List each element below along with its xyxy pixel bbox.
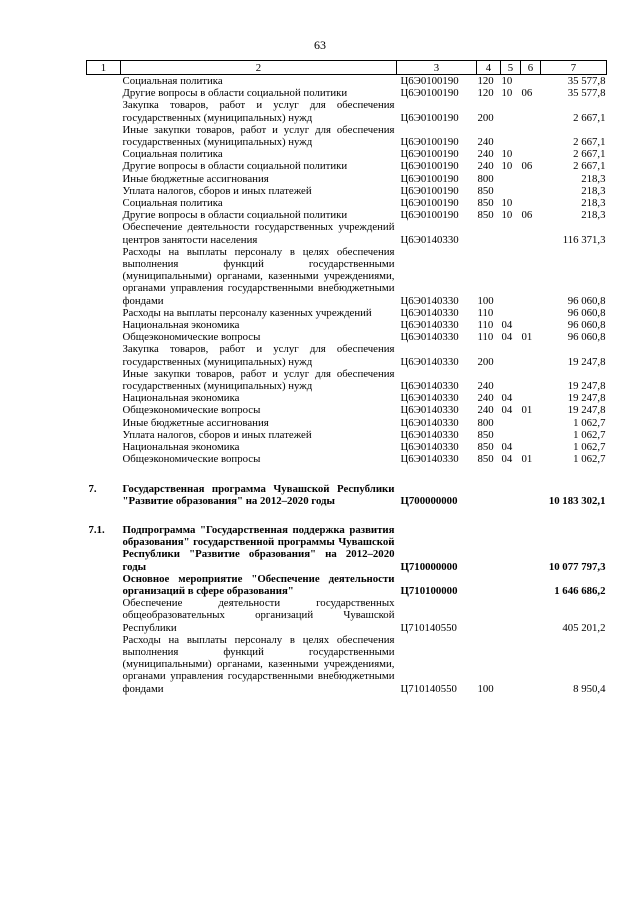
row-name: Национальная экономика [122, 441, 240, 454]
row-expense-type [477, 597, 501, 634]
row-amount: 2 667,1 [573, 111, 606, 124]
row-name: Уплата налогов, сборов и иных платежей [122, 428, 312, 441]
row-section [501, 573, 521, 597]
row-amount: 96 060,8 [567, 319, 606, 332]
row-number [87, 185, 121, 197]
row-target-code: Ц6Э0100190 [400, 197, 459, 210]
row-amount: 96 060,8 [567, 331, 606, 344]
row-target-code: Ц6Э0140330 [400, 355, 459, 368]
table-row [87, 307, 607, 319]
row-target-code: Ц710140550 [400, 682, 457, 695]
table-row [87, 368, 607, 392]
spacer-cell [87, 466, 607, 483]
row-number [87, 99, 121, 123]
row-amount: 218,3 [581, 209, 606, 222]
row-name: Уплата налогов, сборов и иных платежей [122, 184, 312, 197]
row-target-code: Ц6Э0140330 [400, 404, 459, 417]
row-target-code: Ц6Э0100190 [400, 184, 459, 197]
header-row [87, 61, 607, 75]
row-expense-type: 240 [477, 136, 494, 149]
row-name: Другие вопросы в области социальной политики [122, 209, 348, 222]
row-number [87, 597, 121, 634]
row-target-code: Ц6Э0100190 [400, 172, 459, 185]
row-expense-type: 110 [477, 331, 494, 344]
table-row [87, 87, 607, 99]
row-subsection [521, 441, 541, 453]
row-section: 10 [501, 197, 513, 210]
row-amount: 218,3 [581, 197, 606, 210]
row-expense-type [477, 483, 501, 507]
row-number [87, 173, 121, 185]
row-section: 10 [501, 75, 513, 87]
row-amount: 1 062,7 [573, 441, 606, 454]
row-subsection [521, 99, 541, 123]
row-section: 04 [501, 404, 513, 417]
row-target-code: Ц710000000 [400, 560, 458, 573]
row-number [87, 87, 121, 99]
row-subsection [521, 634, 541, 695]
table-row [87, 221, 607, 245]
row-section [501, 173, 521, 185]
row-target-code: Ц6Э0140330 [400, 416, 459, 429]
table-row [87, 453, 607, 465]
row-expense-type: 240 [477, 380, 494, 393]
row-expense-type: 100 [477, 682, 494, 695]
table-row [87, 343, 607, 367]
row-name: Социальная политика [122, 75, 223, 87]
row-amount: 1 062,7 [573, 453, 606, 466]
row-name: Подпрограмма "Государственная поддержка развития образования" государственной программы Чувашской Республики "Развитие образования" на 2012–2020 годы [122, 523, 395, 573]
row-section [501, 124, 521, 148]
table-body [87, 75, 607, 695]
row-expense-type: 240 [477, 160, 494, 173]
row-section: 04 [501, 331, 513, 344]
row-subsection [521, 368, 541, 392]
row-target-code: Ц6Э0100190 [400, 209, 459, 222]
row-amount: 19 247,8 [567, 355, 606, 368]
row-target-code: Ц710100000 [400, 584, 458, 597]
row-section [501, 524, 521, 573]
row-subsection [521, 185, 541, 197]
row-number [87, 441, 121, 453]
row-amount: 116 371,3 [562, 233, 606, 246]
row-section: 04 [501, 392, 513, 405]
header-col-6: 6 [521, 61, 541, 75]
row-target-code: Ц6Э0100190 [400, 87, 459, 100]
row-name: Другие вопросы в области социальной политики [122, 87, 348, 100]
row-expense-type: 850 [477, 184, 494, 197]
row-subsection [521, 124, 541, 148]
row-name: Расходы на выплаты персоналу в целях обеспечения выполнения функций государственными (муниципальными) органами, казенными учреждениями, органами управления государственными внебюджетными фондами [122, 633, 395, 695]
header-col-2: 2 [121, 61, 397, 75]
row-subsection: 01 [521, 404, 533, 417]
page-number: 63 [314, 38, 326, 52]
row-amount: 218,3 [581, 172, 606, 185]
row-number [87, 417, 121, 429]
header-col-1: 1 [87, 61, 121, 75]
row-expense-type: 800 [477, 172, 494, 185]
header-col-4: 4 [477, 61, 501, 75]
row-number: 7. [88, 482, 97, 495]
row-target-code: Ц700000000 [400, 494, 458, 507]
row-expense-type [477, 221, 501, 245]
row-section: 04 [501, 319, 513, 332]
row-amount: 405 201,2 [562, 621, 606, 634]
row-number [87, 197, 121, 209]
row-name: Государственная программа Чувашской Республики "Развитие образования" на 2012–2020 годы [122, 482, 395, 507]
row-expense-type: 120 [477, 75, 494, 87]
table-row [87, 417, 607, 429]
row-section [501, 417, 521, 429]
table-row [87, 148, 607, 160]
row-subsection [521, 524, 541, 573]
row-amount: 19 247,8 [567, 380, 606, 393]
row-target-code: Ц6Э0140330 [400, 392, 459, 405]
row-subsection: 06 [521, 160, 533, 173]
row-number [87, 246, 121, 307]
table-row [87, 392, 607, 404]
row-name: Общеэкономические вопросы [122, 453, 261, 466]
row-expense-type: 100 [477, 294, 494, 307]
row-amount: 1 062,7 [573, 416, 606, 429]
row-number [87, 160, 121, 172]
row-number [87, 453, 121, 465]
row-target-code: Ц6Э0100190 [400, 148, 459, 161]
row-amount: 19 247,8 [567, 392, 606, 405]
row-name: Основное мероприятие "Обеспечение деятельности организаций в сфере образования" [122, 572, 395, 597]
row-amount: 2 667,1 [573, 148, 606, 161]
row-name: Социальная политика [122, 197, 223, 210]
row-subsection [521, 197, 541, 209]
row-section [501, 429, 521, 441]
row-section [501, 597, 521, 634]
row-name: Закупка товаров, работ и услуг для обеспечения государственных (муниципальных) нужд [122, 99, 395, 124]
row-subsection [521, 429, 541, 441]
row-expense-type: 850 [477, 197, 494, 210]
header-col-7: 7 [541, 61, 607, 75]
row-name: Другие вопросы в области социальной политики [122, 160, 348, 173]
row-expense-type: 120 [477, 87, 494, 100]
row-section: 10 [501, 209, 513, 222]
table-row [87, 404, 607, 416]
table-header [87, 61, 607, 75]
row-name: Социальная политика [122, 148, 223, 161]
row-number [87, 404, 121, 416]
row-section: 04 [501, 441, 513, 454]
row-target-code: Ц6Э0140330 [400, 331, 459, 344]
row-name: Обеспечение деятельности государственных общеобразовательных организаций Чувашской Республики [122, 597, 395, 634]
row-section [501, 343, 521, 367]
row-expense-type: 240 [477, 404, 494, 417]
row-amount: 10 183 302,1 [548, 494, 606, 507]
row-amount: 35 577,8 [567, 75, 606, 87]
row-number [87, 331, 121, 343]
row-target-code: Ц6Э0140330 [400, 233, 459, 246]
row-target-code: Ц6Э0140330 [400, 380, 459, 393]
row-subsection [521, 221, 541, 245]
table-row [87, 246, 607, 307]
row-amount: 2 667,1 [573, 136, 606, 149]
row-section [501, 185, 521, 197]
row-number: 7.1. [88, 523, 105, 536]
spacer-cell [87, 507, 607, 524]
row-amount: 2 667,1 [573, 160, 606, 173]
row-name: Расходы на выплаты персоналу казенных учреждений [122, 306, 372, 319]
row-number [87, 148, 121, 160]
row-target-code: Ц710140550 [400, 621, 457, 634]
row-target-code: Ц6Э0140330 [400, 453, 459, 466]
row-number [87, 209, 121, 221]
row-subsection [521, 573, 541, 597]
row-expense-type: 110 [477, 306, 494, 319]
table-row [87, 99, 607, 123]
row-section: 10 [501, 148, 513, 161]
row-subsection [521, 319, 541, 331]
row-section: 10 [501, 87, 513, 100]
row-subsection [521, 148, 541, 160]
row-amount: 19 247,8 [567, 404, 606, 417]
row-number [87, 307, 121, 319]
table-row [87, 634, 607, 695]
row-amount: 96 060,8 [567, 294, 606, 307]
row-name: Общеэкономические вопросы [122, 331, 261, 344]
row-number [87, 429, 121, 441]
row-amount: 8 950,4 [573, 682, 606, 695]
table-row [87, 597, 607, 634]
row-section [501, 483, 521, 507]
row-subsection [521, 75, 541, 88]
table-row [87, 75, 607, 88]
spacer-row [87, 466, 607, 483]
row-number [87, 75, 121, 88]
row-subsection [521, 343, 541, 367]
row-section [501, 307, 521, 319]
header-col-3: 3 [397, 61, 477, 75]
row-name: Национальная экономика [122, 319, 240, 332]
row-expense-type: 850 [477, 428, 494, 441]
row-expense-type: 200 [477, 111, 494, 124]
row-name: Иные закупки товаров, работ и услуг для обеспечения государственных (муниципальных) нужд [122, 123, 395, 149]
row-target-code: Ц6Э0100190 [400, 160, 459, 173]
table-row [87, 173, 607, 185]
row-name: Национальная экономика [122, 392, 240, 405]
row-number [87, 319, 121, 331]
row-subsection [521, 246, 541, 307]
row-subsection [521, 173, 541, 185]
row-section [501, 99, 521, 123]
row-target-code: Ц6Э0140330 [400, 441, 459, 454]
row-number [87, 392, 121, 404]
row-target-code: Ц6Э0140330 [400, 319, 459, 332]
row-name: Иные бюджетные ассигнования [122, 416, 269, 429]
spacer-row [87, 507, 607, 524]
row-expense-type: 110 [477, 319, 494, 332]
row-amount: 35 577,8 [567, 87, 606, 100]
table-row [87, 573, 607, 597]
table-row [87, 524, 607, 573]
row-subsection [521, 483, 541, 507]
row-amount: 1 646 686,2 [554, 584, 606, 597]
row-number [87, 634, 121, 695]
row-target-code: Ц6Э0140330 [400, 294, 459, 307]
row-number [87, 124, 121, 148]
row-target-code: Ц6Э0100190 [400, 111, 459, 124]
row-expense-type: 850 [477, 453, 494, 466]
row-expense-type [477, 524, 501, 573]
row-name: Расходы на выплаты персоналу в целях обеспечения выполнения функций государственными (муниципальными) органами, казенными учреждениями, органами управления государственными внебюджетными фондами [122, 245, 395, 307]
row-expense-type: 850 [477, 209, 494, 222]
row-name: Иные бюджетные ассигнования [122, 172, 269, 185]
row-number [87, 368, 121, 392]
row-name: Иные закупки товаров, работ и услуг для обеспечения государственных (муниципальных) нужд [122, 367, 395, 393]
row-expense-type: 200 [477, 355, 494, 368]
row-subsection: 01 [521, 453, 533, 466]
row-subsection: 01 [521, 331, 533, 344]
table-row [87, 197, 607, 209]
row-section: 10 [501, 160, 513, 173]
row-name: Общеэкономические вопросы [122, 404, 261, 417]
row-amount: 1 062,7 [573, 428, 606, 441]
row-name: Закупка товаров, работ и услуг для обеспечения государственных (муниципальных) нужд [122, 343, 395, 368]
table-row [87, 441, 607, 453]
row-subsection [521, 597, 541, 634]
table-row [87, 124, 607, 148]
row-expense-type: 800 [477, 416, 494, 429]
row-amount: 96 060,8 [567, 306, 606, 319]
row-section [501, 634, 521, 695]
budget-table [86, 60, 607, 695]
row-amount: 218,3 [581, 184, 606, 197]
row-subsection: 06 [521, 87, 533, 100]
row-section [501, 368, 521, 392]
row-subsection [521, 392, 541, 404]
table-row [87, 160, 607, 172]
header-col-5: 5 [501, 61, 521, 75]
table-row [87, 331, 607, 343]
table-row [87, 209, 607, 221]
row-subsection [521, 417, 541, 429]
row-section [501, 246, 521, 307]
row-expense-type [477, 573, 501, 597]
row-number [87, 221, 121, 245]
row-expense-type: 240 [477, 392, 494, 405]
table-row [87, 429, 607, 441]
row-subsection: 06 [521, 209, 533, 222]
table-row [87, 483, 607, 507]
row-target-code: Ц6Э0140330 [400, 306, 459, 319]
row-section [501, 221, 521, 245]
row-amount: 10 077 797,3 [548, 560, 606, 573]
row-subsection [521, 307, 541, 319]
row-target-code: Ц6Э0100190 [400, 136, 459, 149]
row-name: Обеспечение деятельности государственных учреждений центров занятости населения [122, 221, 395, 246]
table-row [87, 185, 607, 197]
row-target-code: Ц6Э0100190 [400, 75, 459, 87]
table-row [87, 319, 607, 331]
row-section: 04 [501, 453, 513, 466]
row-number [87, 573, 121, 597]
row-number [87, 343, 121, 367]
row-target-code: Ц6Э0140330 [400, 428, 459, 441]
row-expense-type: 240 [477, 148, 494, 161]
row-expense-type: 850 [477, 441, 494, 454]
